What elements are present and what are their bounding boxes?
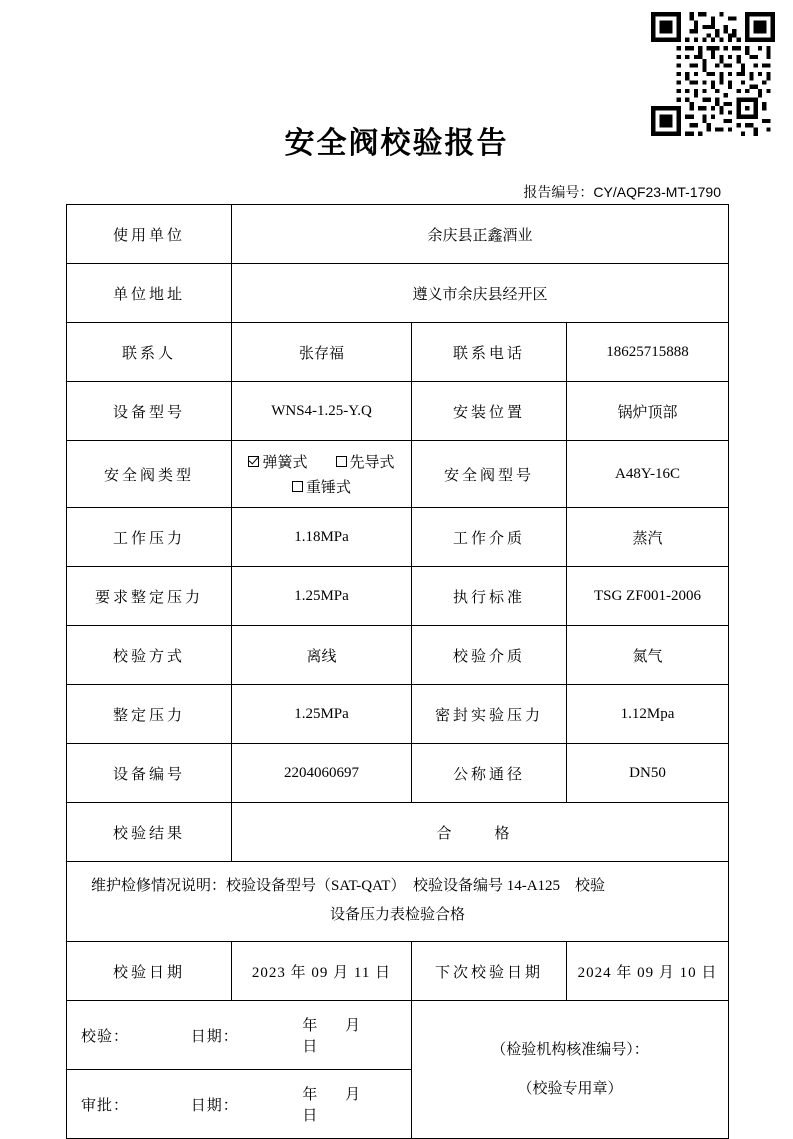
install-position-value: 锅炉顶部 (567, 382, 729, 441)
standard-label: 执行标准 (412, 567, 567, 626)
result-label: 校验结果 (67, 803, 232, 862)
contact-value: 张存福 (232, 323, 412, 382)
table-row (67, 626, 729, 685)
device-model-label: 设备型号 (67, 382, 232, 441)
approver-signature-inner (81, 1083, 407, 1125)
unit-address-label: 单位地址 (67, 264, 232, 323)
work-pressure-value: 1.18MPa (232, 508, 412, 567)
check-method-value: 离线 (232, 626, 412, 685)
page-title: 安全阀校验报告 (284, 127, 509, 160)
table-row (67, 744, 729, 803)
table-row (67, 942, 729, 1001)
check-method-label: 校验方式 (67, 626, 232, 685)
install-position-label: 安装位置 (412, 382, 567, 441)
valve-type-options (232, 441, 412, 508)
valve-type-line-1 (236, 451, 407, 472)
set-pressure-label: 整定压力 (67, 685, 232, 744)
table-row (67, 508, 729, 567)
phone-value: 18625715888 (567, 323, 729, 382)
table-row (67, 323, 729, 382)
valve-type-line-2 (236, 476, 407, 497)
seal-test-pressure-label: 密封实验压力 (412, 685, 567, 744)
report-number-label: 报告编号： (523, 184, 594, 200)
valve-model-value: A48Y-16C (567, 441, 729, 508)
stamp-cell (412, 1001, 729, 1139)
report-number-value: CY/AQF23-MT-1790 (593, 184, 721, 200)
checkbox-icon[interactable] (336, 456, 347, 467)
table-row (67, 685, 729, 744)
standard-value: TSG ZF001-2006 (567, 567, 729, 626)
contact-label: 联系人 (67, 323, 232, 382)
result-value: 合 格 (232, 803, 729, 862)
approver-label: 审批： (81, 1097, 130, 1114)
checker-label: 校验： (81, 1028, 130, 1045)
report-number (523, 182, 721, 202)
table-row (67, 441, 729, 508)
check-date-value: 2023 年 09 月 11 日 (232, 942, 412, 1001)
required-set-pressure-label: 要求整定压力 (67, 567, 232, 626)
table-row (67, 264, 729, 323)
maintenance-note-line-2: 设备压力表检验合格 (330, 906, 466, 923)
set-pressure-value: 1.25MPa (232, 685, 412, 744)
checker-signature-cell (67, 1001, 412, 1070)
table-row (67, 382, 729, 441)
approver-signature-cell (67, 1070, 412, 1139)
valve-type-label: 安全阀类型 (67, 441, 232, 508)
nominal-diameter-value: DN50 (567, 744, 729, 803)
checker-date-ymd: 年 月 日 (302, 1018, 373, 1055)
checkbox-icon[interactable] (292, 481, 303, 492)
valve-type-hammer[interactable] (292, 476, 351, 497)
next-check-date-label: 下次校验日期 (412, 942, 567, 1001)
valve-type-spring-label: 弹簧式 (262, 455, 308, 471)
valve-model-label: 安全阀型号 (412, 441, 567, 508)
required-set-pressure-value: 1.25MPa (232, 567, 412, 626)
phone-label: 联系电话 (412, 323, 567, 382)
maintenance-note (67, 862, 729, 942)
check-medium-label: 校验介质 (412, 626, 567, 685)
check-date-label: 校验日期 (67, 942, 232, 1001)
valve-type-hammer-label: 重锤式 (305, 480, 351, 496)
maintenance-note-line-1: 维护检修情况说明：校验设备型号（SAT-QAT） 校验设备编号 14-A125 校验 (91, 878, 606, 894)
approver-date-ymd: 年 月 日 (302, 1087, 373, 1124)
work-medium-label: 工作介质 (412, 508, 567, 567)
user-unit-label: 使用单位 (67, 205, 232, 264)
user-unit-value: 余庆县正鑫酒业 (232, 205, 729, 264)
checker-date-label: 日期： (190, 1028, 239, 1045)
nominal-diameter-label: 公称通径 (412, 744, 567, 803)
report-table (66, 204, 729, 1139)
table-row (67, 567, 729, 626)
table-row (67, 862, 729, 942)
device-model-value: WNS4-1.25-Y.Q (232, 382, 412, 441)
check-medium-value: 氮气 (567, 626, 729, 685)
table-row (67, 205, 729, 264)
unit-address-value: 遵义市余庆县经开区 (232, 264, 729, 323)
table-row (67, 803, 729, 862)
checker-signature-inner (81, 1014, 407, 1056)
seal-test-pressure-value: 1.12Mpa (567, 685, 729, 744)
device-number-value: 2204060697 (232, 744, 412, 803)
stamp-line: （校验专用章） (517, 1080, 623, 1097)
device-number-label: 设备编号 (67, 744, 232, 803)
checkbox-checked-icon[interactable] (248, 456, 259, 467)
approver-date-label: 日期： (190, 1097, 239, 1114)
valve-type-pilot[interactable] (336, 451, 395, 472)
signature-row (67, 1001, 729, 1070)
work-medium-value: 蒸汽 (567, 508, 729, 567)
valve-type-spring[interactable] (248, 451, 307, 472)
org-code-line: （检验机构核准编号）： (491, 1041, 649, 1058)
work-pressure-label: 工作压力 (67, 508, 232, 567)
valve-type-pilot-label: 先导式 (349, 455, 395, 471)
next-check-date-value: 2024 年 09 月 10 日 (567, 942, 729, 1001)
